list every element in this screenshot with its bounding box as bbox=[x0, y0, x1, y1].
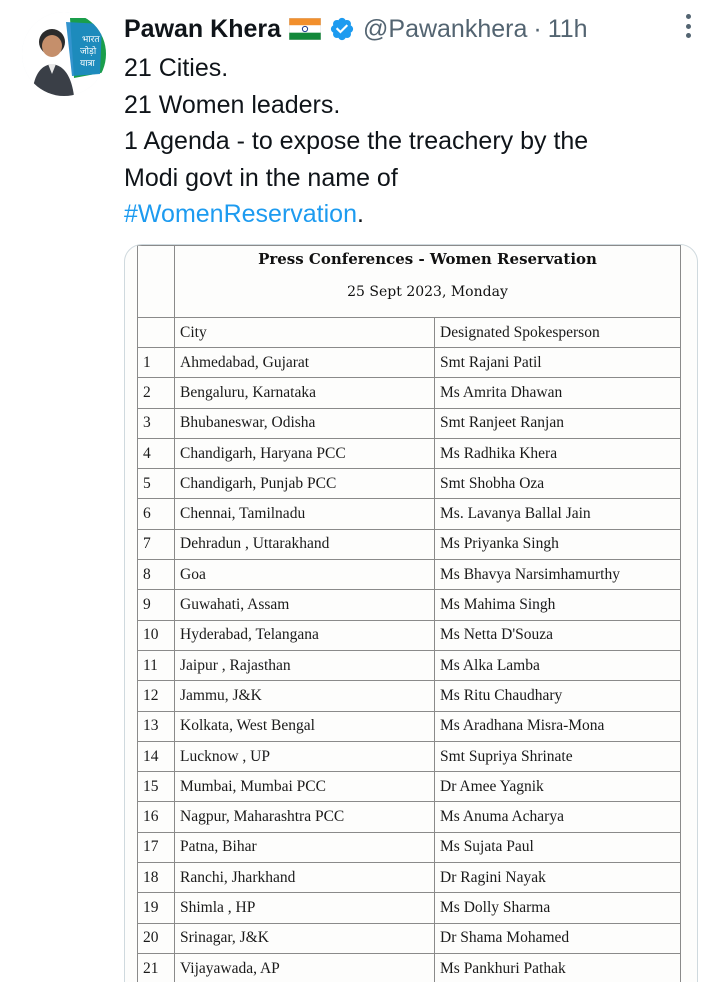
row-spokesperson: Ms Radhika Khera bbox=[435, 438, 681, 468]
table-row bbox=[138, 772, 681, 802]
header-city: City bbox=[175, 318, 435, 348]
row-number: 18 bbox=[138, 863, 175, 893]
row-spokesperson: Ms. Lavanya Ballal Jain bbox=[435, 499, 681, 529]
india-flag-icon bbox=[289, 18, 321, 40]
row-spokesperson: Ms Amrita Dhawan bbox=[435, 378, 681, 408]
row-spokesperson: Ms Aradhana Misra-Mona bbox=[435, 711, 681, 741]
row-number: 20 bbox=[138, 923, 175, 953]
table-row bbox=[138, 590, 681, 620]
row-number: 3 bbox=[138, 408, 175, 438]
author-handle[interactable]: @Pawankhera bbox=[363, 14, 528, 43]
avatar-text-1: भारत bbox=[82, 35, 100, 45]
table-row bbox=[138, 348, 681, 378]
row-city: Goa bbox=[175, 560, 435, 590]
avatar-text-3: यात्रा bbox=[80, 59, 95, 69]
row-spokesperson: Ms Anuma Acharya bbox=[435, 802, 681, 832]
row-city: Jaipur , Rajasthan bbox=[175, 650, 435, 680]
title-cell bbox=[175, 246, 681, 318]
row-number: 21 bbox=[138, 953, 175, 982]
row-spokesperson: Ms Mahima Singh bbox=[435, 590, 681, 620]
table-row bbox=[138, 620, 681, 650]
hashtag-link[interactable]: #WomenReservation bbox=[124, 200, 357, 229]
row-number: 15 bbox=[138, 772, 175, 802]
header-num bbox=[138, 318, 175, 348]
row-spokesperson: Ms Netta D'Souza bbox=[435, 620, 681, 650]
table-row bbox=[138, 711, 681, 741]
row-number: 10 bbox=[138, 620, 175, 650]
table-row bbox=[138, 802, 681, 832]
tweet-line-2: 21 Women leaders. bbox=[124, 90, 341, 119]
row-number: 6 bbox=[138, 499, 175, 529]
tweet-line-1: 21 Cities. bbox=[124, 54, 229, 82]
row-city: Chandigarh, Haryana PCC bbox=[175, 438, 435, 468]
row-city: Srinagar, J&K bbox=[175, 923, 435, 953]
table-row bbox=[138, 650, 681, 680]
separator-dot: · bbox=[533, 14, 542, 43]
row-city: Vijayawada, AP bbox=[175, 953, 435, 982]
tweet-line-3: 1 Agenda - to expose the treachery by the bbox=[124, 127, 589, 156]
row-spokesperson: Smt Rajani Patil bbox=[435, 348, 681, 378]
row-number: 17 bbox=[138, 832, 175, 862]
row-number: 12 bbox=[138, 681, 175, 711]
author-name[interactable]: Pawan Khera bbox=[124, 14, 282, 43]
row-city: Patna, Bihar bbox=[175, 832, 435, 862]
row-city: Lucknow , UP bbox=[175, 741, 435, 771]
row-city: Dehradun , Uttarakhand bbox=[175, 529, 435, 559]
row-spokesperson: Smt Supriya Shrinate bbox=[435, 741, 681, 771]
more-options-icon[interactable] bbox=[676, 12, 700, 40]
row-spokesperson: Ms Priyanka Singh bbox=[435, 529, 681, 559]
row-number: 16 bbox=[138, 802, 175, 832]
row-number: 19 bbox=[138, 893, 175, 923]
tweet-header bbox=[124, 10, 708, 48]
row-spokesperson: Ms Bhavya Narsimhamurthy bbox=[435, 560, 681, 590]
row-city: Kolkata, West Bengal bbox=[175, 711, 435, 741]
hashtag-suffix: . bbox=[356, 200, 364, 229]
table-row bbox=[138, 681, 681, 711]
row-city: Jammu, J&K bbox=[175, 681, 435, 711]
row-city: Bhubaneswar, Odisha bbox=[175, 408, 435, 438]
row-spokesperson: Dr Shama Mohamed bbox=[435, 923, 681, 953]
table-row bbox=[138, 469, 681, 499]
row-spokesperson: Ms Alka Lamba bbox=[435, 650, 681, 680]
row-number: 1 bbox=[138, 348, 175, 378]
row-city: Ranchi, Jharkhand bbox=[175, 863, 435, 893]
row-spokesperson: Ms Ritu Chaudhary bbox=[435, 681, 681, 711]
row-city: Ahmedabad, Gujarat bbox=[175, 348, 435, 378]
table-row bbox=[138, 529, 681, 559]
table-row bbox=[138, 438, 681, 468]
table-row bbox=[138, 378, 681, 408]
doc-title: Press Conferences - Women Reservation bbox=[258, 249, 597, 268]
table-row bbox=[138, 560, 681, 590]
table-row bbox=[138, 832, 681, 862]
row-city: Bengaluru, Karnataka bbox=[175, 378, 435, 408]
avatar-text-2: जोड़ो bbox=[80, 47, 97, 57]
row-number: 11 bbox=[138, 650, 175, 680]
verified-badge-icon[interactable] bbox=[329, 16, 355, 42]
row-spokesperson: Ms Sujata Paul bbox=[435, 832, 681, 862]
tweet-media-image[interactable] bbox=[124, 244, 698, 982]
row-spokesperson: Smt Shobha Oza bbox=[435, 469, 681, 499]
row-number: 2 bbox=[138, 378, 175, 408]
row-number: 14 bbox=[138, 741, 175, 771]
row-number: 4 bbox=[138, 438, 175, 468]
tweet-text bbox=[124, 50, 714, 233]
row-city: Mumbai, Mumbai PCC bbox=[175, 772, 435, 802]
header-spokesperson: Designated Spokesperson bbox=[435, 318, 681, 348]
press-conference-table bbox=[137, 245, 681, 982]
row-number: 7 bbox=[138, 529, 175, 559]
tweet-line-4: Modi govt in the name of bbox=[124, 163, 398, 192]
table-row bbox=[138, 893, 681, 923]
table-title-row bbox=[138, 246, 681, 318]
row-city: Hyderabad, Telangana bbox=[175, 620, 435, 650]
row-spokesperson: Ms Dolly Sharma bbox=[435, 893, 681, 923]
doc-date: 25 Sept 2023, Monday bbox=[347, 283, 508, 300]
row-number: 8 bbox=[138, 560, 175, 590]
row-spokesperson: Dr Ragini Nayak bbox=[435, 863, 681, 893]
row-number: 9 bbox=[138, 590, 175, 620]
avatar[interactable] bbox=[22, 12, 106, 96]
row-spokesperson: Ms Pankhuri Pathak bbox=[435, 953, 681, 982]
table-row bbox=[138, 863, 681, 893]
row-spokesperson: Smt Ranjeet Ranjan bbox=[435, 408, 681, 438]
row-number: 5 bbox=[138, 469, 175, 499]
row-city: Nagpur, Maharashtra PCC bbox=[175, 802, 435, 832]
row-city: Chandigarh, Punjab PCC bbox=[175, 469, 435, 499]
avatar-image bbox=[22, 12, 106, 96]
row-number: 13 bbox=[138, 711, 175, 741]
table-row bbox=[138, 741, 681, 771]
table-row bbox=[138, 499, 681, 529]
row-city: Guwahati, Assam bbox=[175, 590, 435, 620]
row-city: Chennai, Tamilnadu bbox=[175, 499, 435, 529]
table-row bbox=[138, 408, 681, 438]
row-city: Shimla , HP bbox=[175, 893, 435, 923]
table-row bbox=[138, 923, 681, 953]
row-spokesperson: Dr Amee Yagnik bbox=[435, 772, 681, 802]
table-row bbox=[138, 953, 681, 982]
timestamp[interactable]: 11h bbox=[547, 14, 588, 43]
tweet-line-5 bbox=[124, 196, 714, 233]
title-blank-cell bbox=[138, 246, 175, 318]
table-header-row bbox=[138, 318, 681, 348]
